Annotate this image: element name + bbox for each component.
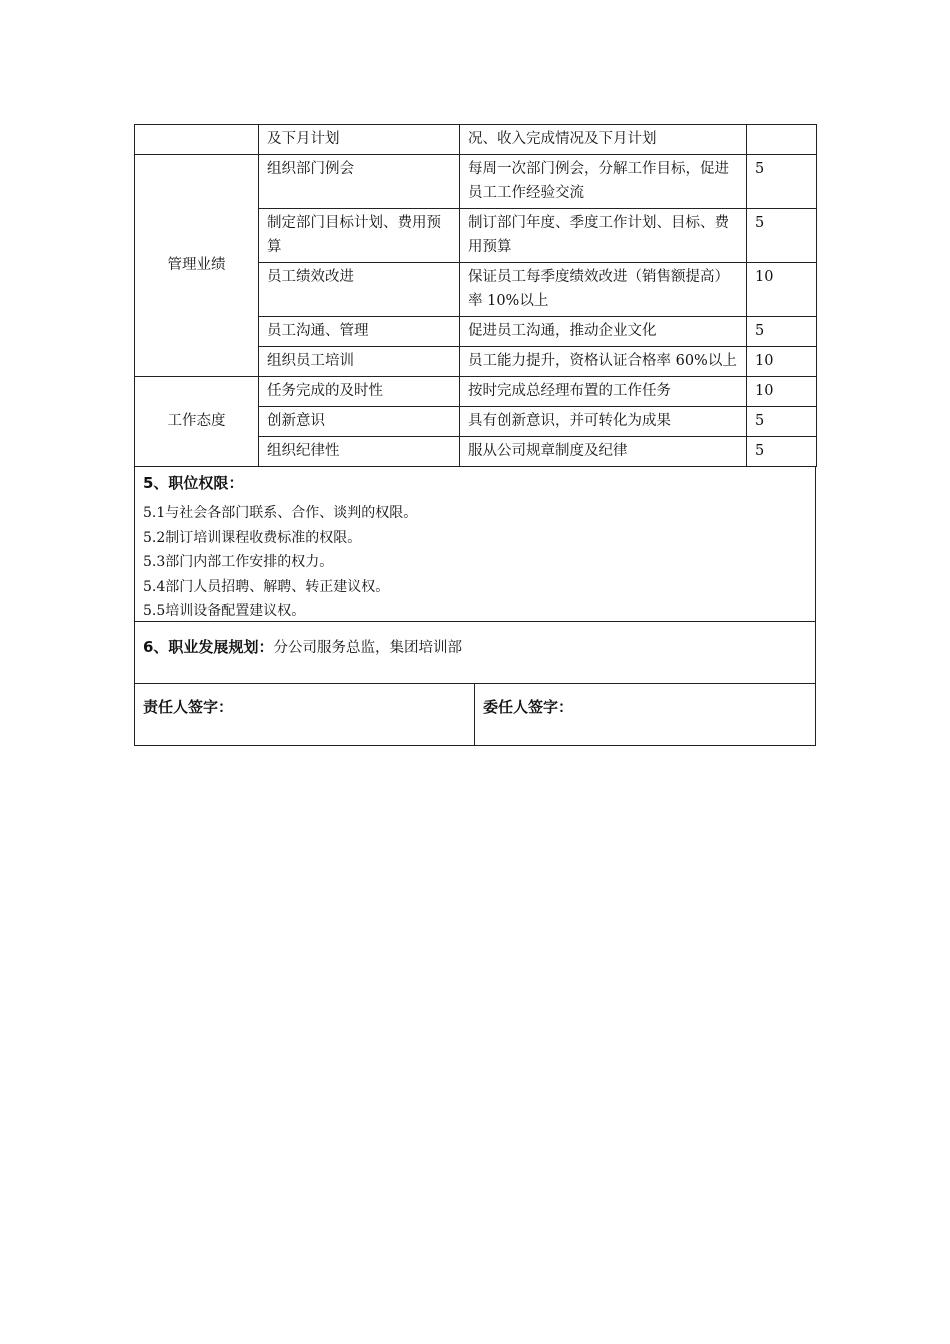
career-plan-title: 6、职业发展规划： [143,638,274,656]
table-cell-item: 员工绩效改进 [259,263,460,317]
table-cell-item: 及下月计划 [259,125,460,155]
rights-item: 5.1与社会各部门联系、合作、谈判的权限。 [143,505,418,521]
table-cell-item: 任务完成的及时性 [259,377,460,407]
rights-item: 5.3部门内部工作安排的权力。 [143,554,334,570]
table-cell-standard: 况、收入完成情况及下月计划 [460,125,747,155]
table-cell-score: 10 [747,377,817,407]
table-cell-standard: 员工能力提升，资格认证合格率 60%以上 [460,347,747,377]
lower-sections [134,467,816,746]
table-cell-score: 5 [747,317,817,347]
category-attitude: 工作态度 [135,377,259,467]
signature-row [135,683,815,745]
document-page [134,124,816,746]
table-cell-score: 10 [747,347,817,377]
career-plan-text: 分公司服务总监，集团培训部 [273,640,462,656]
table-row [135,377,817,407]
table-row [135,125,817,155]
table-cell-item: 组织纪律性 [259,437,460,467]
table-cell-item: 制定部门目标计划、费用预算 [259,209,460,263]
table-cell-item: 员工沟通、管理 [259,317,460,347]
principal-signature-label: 委任人签字： [483,698,574,716]
table-cell-score: 5 [747,407,817,437]
table-cell-score: 5 [747,437,817,467]
table-cell-score [747,125,817,155]
table-cell-standard: 按时完成总经理布置的工作任务 [460,377,747,407]
table-cell-standard: 保证员工每季度绩效改进（销售额提高）率 10%以上 [460,263,747,317]
table-cell-item: 创新意识 [259,407,460,437]
table-cell-item: 组织部门例会 [259,155,460,209]
table-cell-standard: 制订部门年度、季度工作计划、目标、费用预算 [460,209,747,263]
table-cell-item: 组织员工培训 [259,347,460,377]
category-management: 管理业绩 [135,155,259,377]
table-cell-score: 5 [747,209,817,263]
table-cell-score: 5 [747,155,817,209]
table-cell-standard: 每周一次部门例会，分解工作目标，促进员工工作经验交流 [460,155,747,209]
performance-table [134,124,817,467]
position-rights-title: 5、职位权限： [143,474,244,492]
table-cell-category [135,125,259,155]
table-cell-standard: 具有创新意识，并可转化为成果 [460,407,747,437]
position-rights-section [135,467,815,621]
table-cell-score: 10 [747,263,817,317]
table-cell-standard: 服从公司规章制度及纪律 [460,437,747,467]
rights-item: 5.2制订培训课程收费标准的权限。 [143,529,362,546]
responsible-signature-cell [135,684,475,745]
career-plan-section [135,621,815,683]
rights-item: 5.5培训设备配置建议权。 [143,603,306,619]
responsible-signature-label: 责任人签字： [143,698,234,716]
table-cell-standard: 促进员工沟通，推动企业文化 [460,317,747,347]
rights-item: 5.4部门人员招聘、解聘、转正建议权。 [143,578,390,595]
table-row [135,155,817,209]
principal-signature-cell [475,684,815,745]
